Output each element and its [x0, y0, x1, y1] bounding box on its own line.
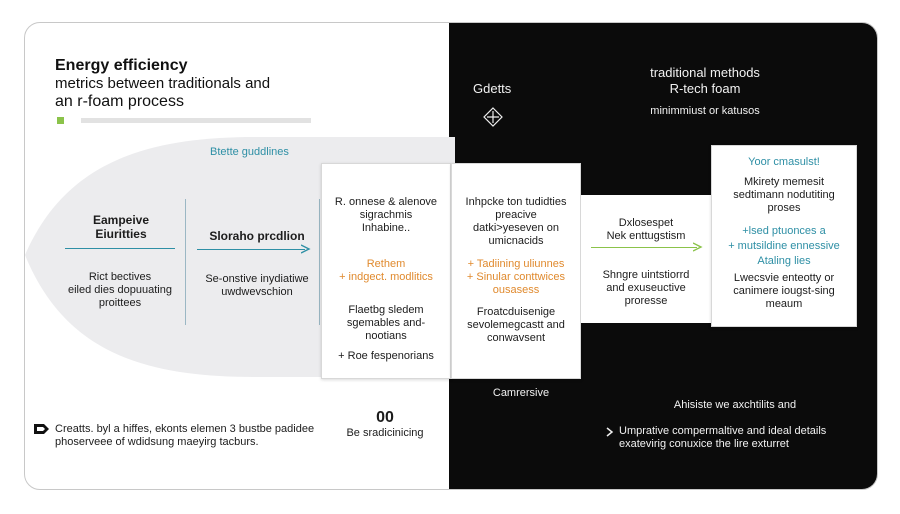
- right-header-label: Gdetts: [473, 81, 512, 96]
- col3-arrow-line: [591, 247, 697, 248]
- diamond-cross-icon: [483, 107, 503, 127]
- bottom-left-line2: phoserveee of wdidsung maeyirg tacburs.: [55, 436, 259, 448]
- card1-accent-line: + indgect. modlitics: [339, 271, 433, 283]
- right-title-line1: traditional methods: [650, 65, 760, 80]
- card3-bottom-line: meaum: [765, 298, 803, 310]
- card3-accent-line: + mutsildine ennessive: [728, 240, 840, 252]
- col1-underline: [65, 248, 175, 249]
- col1-body: [55, 271, 185, 310]
- col2-body-line: uwdwevschion: [221, 286, 293, 298]
- card3-bottom-line: Lwecsvie enteotty or: [733, 272, 835, 284]
- divider-line: [185, 199, 186, 325]
- card3-accent-line: Ataling lies: [757, 255, 811, 267]
- card1-top-line: sigrachmis: [359, 209, 413, 221]
- col2-heading: Sloraho prcdlion: [209, 229, 305, 243]
- diagram-frame: [24, 22, 878, 490]
- card3-header: Yoor cmasulst!: [748, 156, 820, 168]
- under-card2-label: Camrersive: [492, 387, 550, 399]
- card2-bottom: [456, 306, 576, 345]
- card1-bottom-line: Flaetbg sledem: [348, 304, 424, 316]
- card3-accent: [716, 224, 852, 269]
- card2-accent-line: ousasess: [492, 284, 540, 296]
- card-3: [711, 145, 857, 327]
- flag-icon: [33, 423, 51, 435]
- card3-bottom-line: canimere iougst-sing: [733, 285, 835, 297]
- under-card3-label: Ahisiste we axchtilits and: [673, 399, 797, 411]
- bottom-right-line2: exatevirig conuxice the lire exturret: [619, 438, 789, 450]
- right-subtitle: minimmiust or katusos: [650, 105, 760, 117]
- col1-body-line: Rict bectives: [88, 271, 152, 283]
- col3-heading-line2: Nek enttugstism: [606, 230, 686, 242]
- card-1: [321, 163, 451, 379]
- card1-top: [326, 196, 446, 235]
- card2-accent: [456, 258, 576, 297]
- page-title: [55, 57, 270, 111]
- col3-heading: [585, 217, 707, 243]
- bottom-mid-number: 00: [376, 409, 394, 426]
- card1-top-line: R. onnese & alenove: [334, 196, 438, 208]
- bottom-left-note: [55, 423, 355, 449]
- card3-top-line: sedtimann nodutiting: [733, 189, 835, 201]
- col1-body-line: eiled dies dopuuating: [68, 284, 172, 296]
- card1-top-line: Inhabine..: [361, 222, 411, 234]
- gray-bar: [81, 118, 311, 123]
- col3-block: [581, 195, 711, 323]
- card2-top-line: datki>yeseven on: [473, 222, 559, 234]
- divider-line: [319, 199, 320, 325]
- col3-body-line: and exuseuctive: [606, 282, 686, 294]
- title-line-3: an r-foam process: [55, 93, 184, 110]
- card1-accent: [326, 258, 446, 284]
- card1-accent-line: Rethem: [366, 258, 406, 270]
- arrow-right-icon: [301, 244, 311, 254]
- card1-footer: + Roe fespenorians: [338, 350, 434, 362]
- col3-body: [585, 269, 707, 308]
- card2-bottom-line: conwavsent: [486, 332, 546, 344]
- col1-heading-line2: Eiuritties: [95, 227, 147, 241]
- col2-body: [197, 273, 317, 299]
- right-title-line2: R-tech foam: [669, 81, 741, 96]
- bottom-right-note: [619, 425, 869, 451]
- card3-top: [716, 176, 852, 215]
- card3-bottom: [716, 272, 852, 311]
- col2-arrow-line: [197, 249, 305, 250]
- col2-body-line: Se-onstive inydiatiwe: [205, 273, 309, 285]
- right-title: [605, 65, 805, 97]
- card1-bottom: [326, 304, 446, 343]
- title-line-2: metrics between traditionals and: [55, 75, 271, 92]
- col3-body-line: proresse: [624, 295, 668, 307]
- card3-accent-line: +lsed ptuonces a: [742, 225, 826, 237]
- card1-bottom-line: nootians: [365, 330, 407, 342]
- col1-heading: [65, 213, 177, 241]
- accent-square: [57, 117, 64, 124]
- card3-top-line: proses: [767, 202, 801, 214]
- card2-top-line: preacive: [495, 209, 537, 221]
- col1-heading-line1: Eampeive: [92, 213, 150, 227]
- bottom-left-line1: Creatts. byl a hiffes, ekonts elemen 3 bustbe padidee: [55, 423, 315, 435]
- bottom-mid-label: Be sradicinicing: [346, 427, 424, 439]
- title-line-1: Energy efficiency: [55, 57, 188, 74]
- col3-body-line: Shngre uintstiorrd: [602, 269, 690, 281]
- card2-accent-line: + Sinular conttwices: [466, 271, 566, 283]
- col1-body-line: proittees: [98, 297, 142, 309]
- card2-top-line: Inhpcke ton tudidties: [465, 196, 567, 208]
- card2-top: [456, 196, 576, 248]
- card2-accent-line: + Tadiining uliunnes: [467, 258, 565, 270]
- card2-bottom-line: Froatcduisenige: [476, 306, 556, 318]
- card2-bottom-line: sevolemegcastt and: [467, 319, 565, 331]
- bottom-right-line1: Umprative compermaltive and ideal details: [619, 425, 827, 437]
- arrow-right-icon: [693, 242, 703, 252]
- card3-top-line: Mkirety memesit: [743, 176, 825, 188]
- card2-top-line: umicnacids: [488, 235, 544, 247]
- card1-bottom-line: sgemables and-: [346, 317, 426, 329]
- state-label: Btette guddlines: [210, 146, 289, 158]
- card-2: [451, 163, 581, 379]
- col3-heading-line1: Dxlosespet: [618, 217, 674, 229]
- chevron-right-icon: [605, 427, 615, 437]
